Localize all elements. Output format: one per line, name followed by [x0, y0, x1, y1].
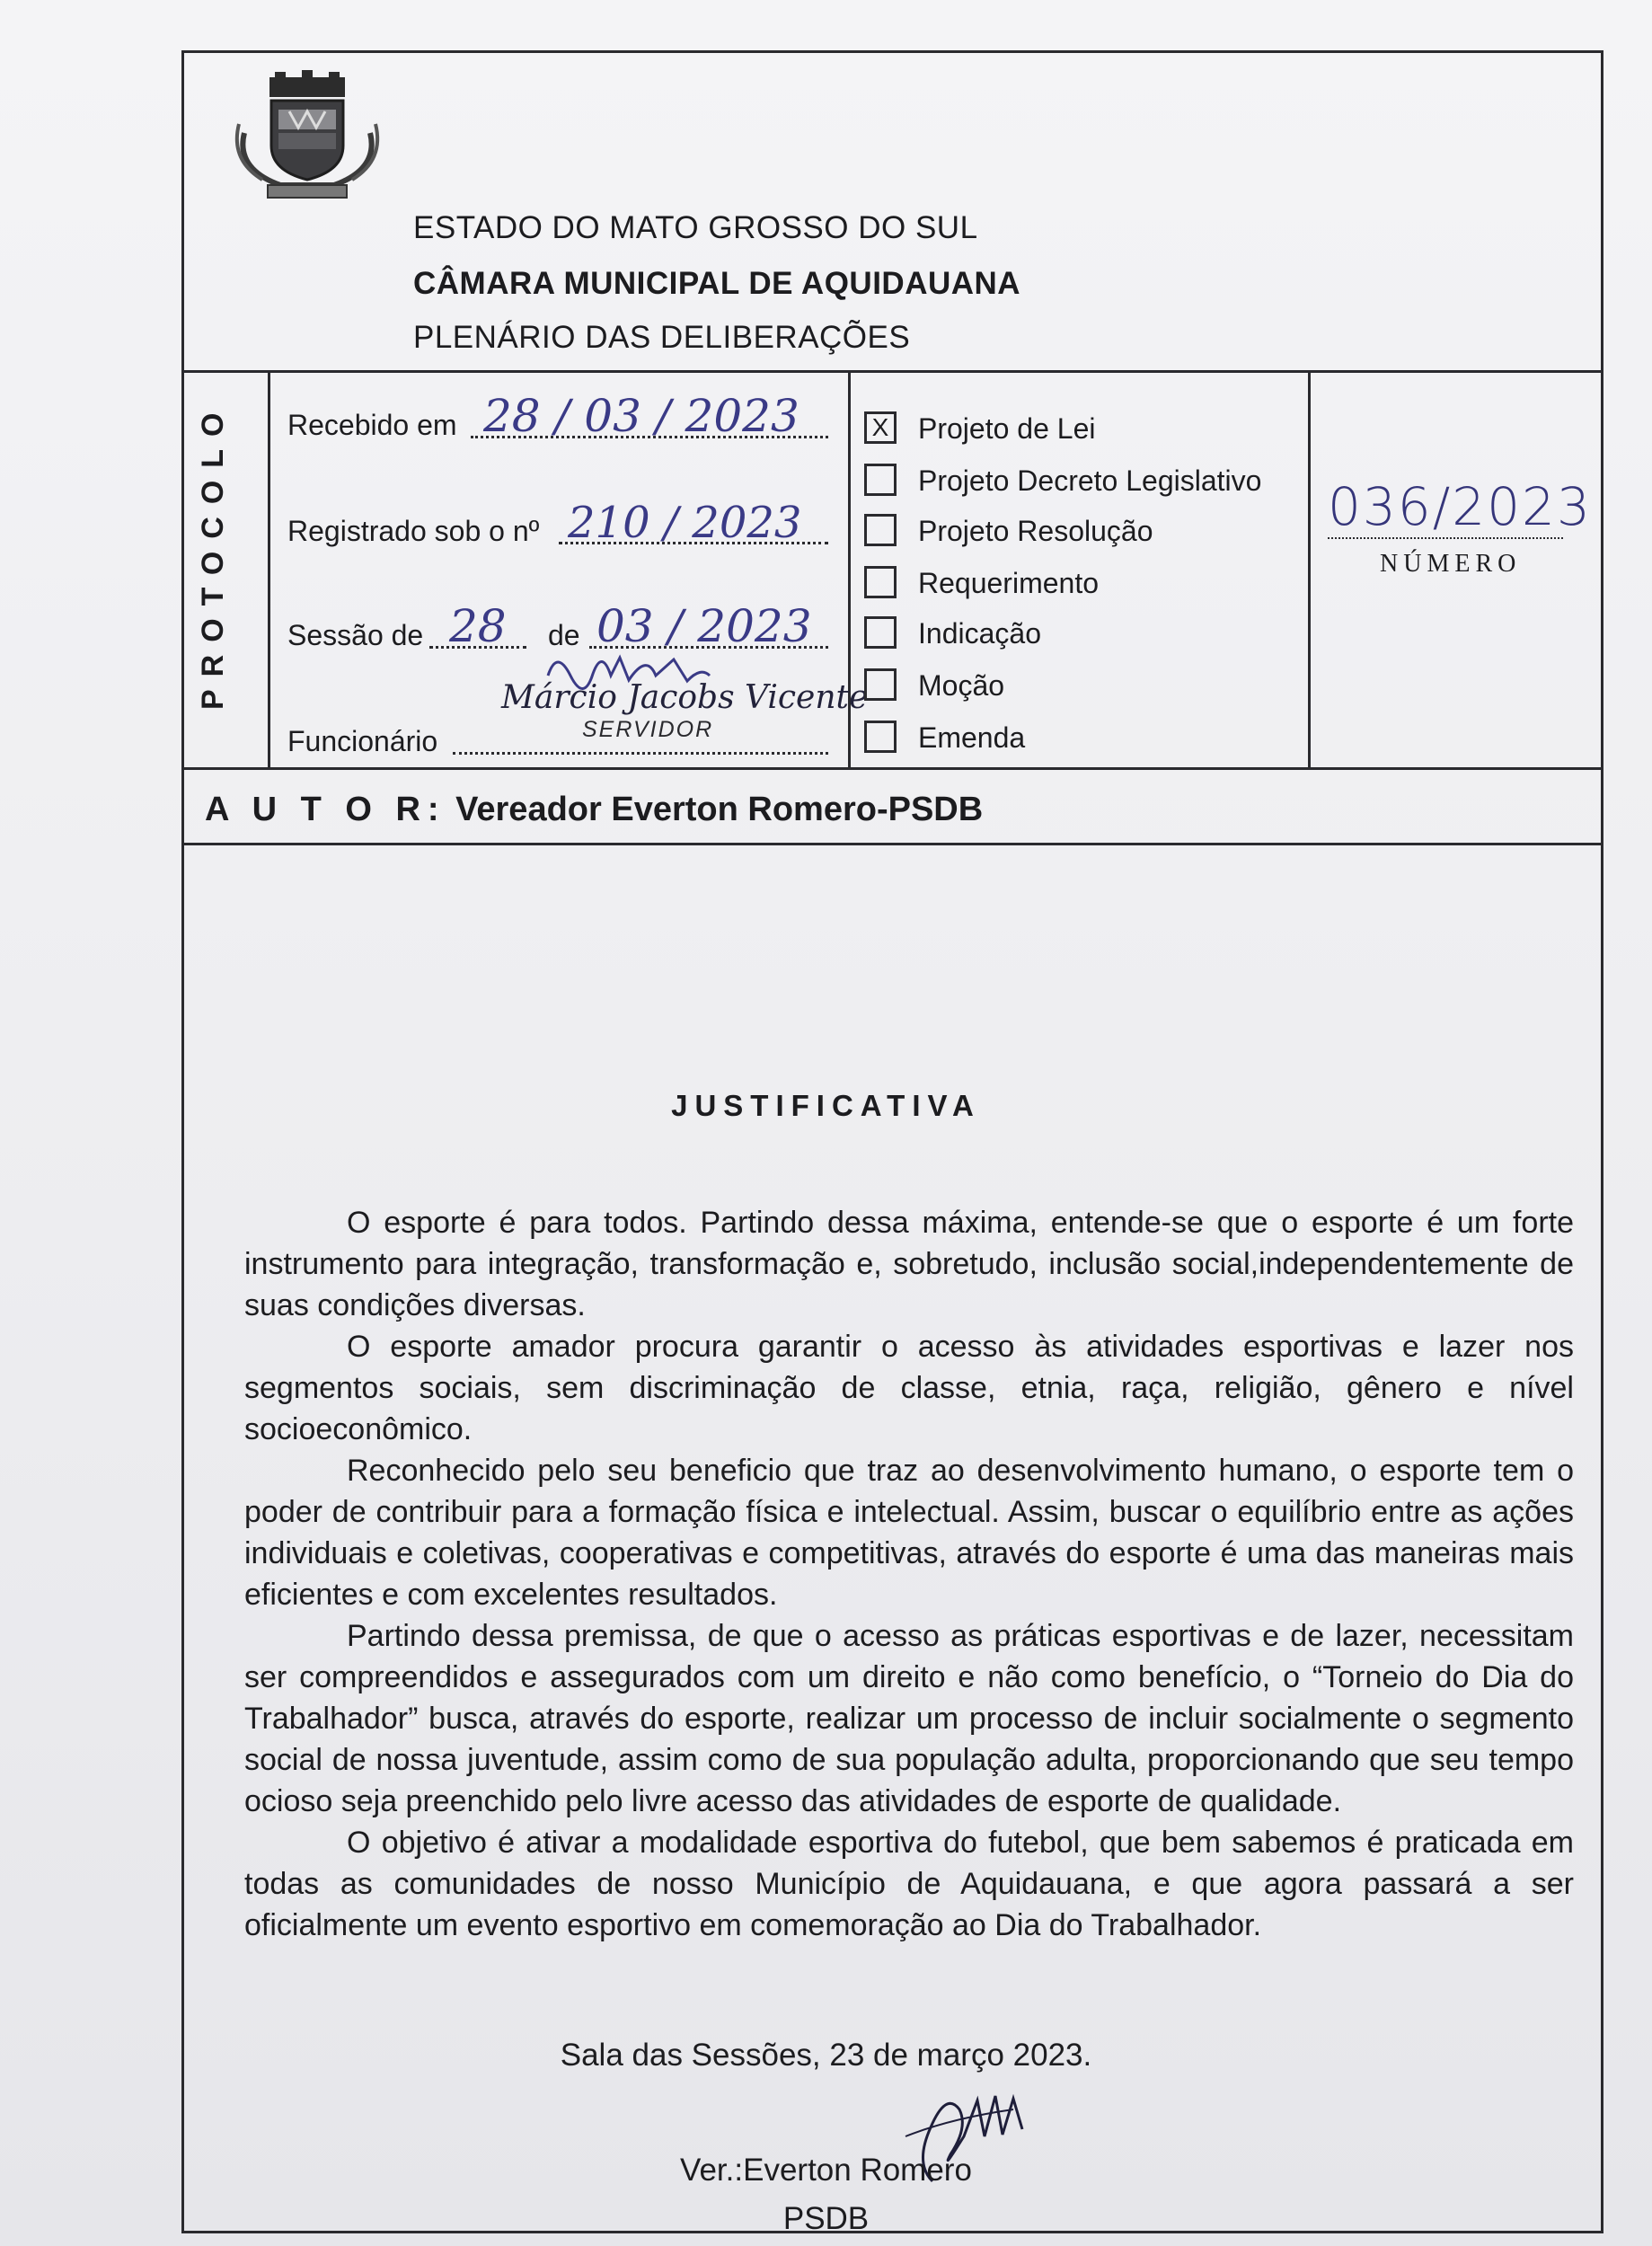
registrado-field [287, 498, 826, 553]
numero-label: NÚMERO [1380, 550, 1522, 578]
proposal-type-label: Requerimento [918, 567, 1099, 599]
checkbox[interactable] [864, 616, 897, 649]
proposal-type-label: Moção [918, 669, 1005, 702]
sessao-month-year: 03 / 2023 [596, 600, 812, 652]
protocolo-divider [268, 370, 270, 767]
numero-value: 036/2023 [1328, 476, 1592, 537]
signer-name: Ver.:Everton Romero [680, 2153, 972, 2188]
paragraph: Reconhecido pelo seu beneficio que traz ao desenvolvimento humano, o esporte tem o poder de contribuir para a formação física e intelectual. Assim, buscar o equilíbrio entre as ações individuais e coletivas, cooperativas e competitivas, através do esporte é uma das maneiras mais eficientes e com excelentes resultados. [244, 1454, 1574, 1612]
registrado-label: Registrado sob o nº [287, 515, 540, 547]
recebido-label: Recebido em [287, 409, 457, 441]
sessao-de: de [548, 619, 580, 651]
proposal-type-label: Emenda [918, 721, 1026, 754]
paragraph: O objetivo é ativar a modalidade esportiva do futebol, que bem sabemos é praticada em todas as comunidades de nosso Município de Aquidauana, e que agora passará a ser oficialmente um evento esportivo em comemoração ao Dia do Trabalhador. [244, 1826, 1574, 1942]
author-prefix: A U T O R: [205, 791, 446, 828]
funcionario-role: SERVIDOR [582, 717, 714, 742]
protocolo-label [196, 652, 231, 710]
justificativa-title: JUSTIFICATIVA [671, 1089, 981, 1122]
paragraph: O esporte amador procura garantir o acesso às atividades esportivas e lazer nos segmentos sociais, sem discriminação de classe, etnia, raça, religião, gênero e nível socioeconômico. [244, 1330, 1574, 1446]
signer-party: PSDB [782, 2201, 870, 2236]
justificativa-body [244, 1202, 1574, 1946]
recebido-field [287, 390, 826, 447]
recebido-value: 28 / 03 / 2023 [483, 390, 799, 442]
proposal-type-label: Projeto Resolução [918, 515, 1153, 547]
checkbox[interactable] [864, 514, 897, 546]
funcionario-name: Márcio Jacobs Vicente [501, 679, 869, 716]
header-plenary: PLENÁRIO DAS DELIBERAÇÕES [413, 320, 911, 355]
funcionario-field [287, 719, 826, 764]
municipal-coat-of-arms [226, 70, 388, 205]
sessao-label: Sessão de [287, 619, 424, 651]
paragraph: Partindo dessa premissa, de que o acesso as práticas esportivas e de lazer, necessitam ser compreendidos e assegurados com um direito e não como benefício, o “Torneio do Dia do Trabalhador” busca, através do esporte, realizar um processo de incluir socialmente o segmento social de nossa juventude, assim como de sua população adulta, proporcionando que seu tempo ocioso seja preenchido pelo livre acesso das atividades de esporte de qualidade. [244, 1619, 1574, 1818]
checkbox[interactable] [864, 566, 897, 598]
checkbox[interactable] [864, 668, 897, 701]
checkbox[interactable] [864, 464, 897, 496]
registrado-value: 210 / 2023 [568, 498, 802, 548]
funcionario-label: Funcionário [287, 725, 438, 757]
checklist-divider [1308, 370, 1311, 767]
protocol-box-bottom [181, 767, 1603, 770]
author-name: Vereador Everton Romero-PSDB [455, 791, 984, 828]
proposal-type-label: Indicação [918, 617, 1041, 650]
proposal-type-label: Projeto Decreto Legislativo [918, 464, 1262, 497]
proposal-type-label: Projeto de Lei [918, 412, 1096, 445]
paragraph: O esporte é para todos. Partindo dessa máxima, entende-se que o esporte é um forte instrumento para integração, transformação e, sobretudo, inclusão social,independentemente de suas condições diversas. [244, 1206, 1574, 1322]
header-chamber: CÂMARA MUNICIPAL DE AQUIDAUANA [413, 266, 1021, 301]
author-line [205, 791, 983, 829]
checkbox[interactable]: X [864, 411, 897, 444]
sessao-day: 28 [449, 600, 507, 652]
checkbox[interactable] [864, 721, 897, 753]
protocol-box-top [181, 370, 1603, 373]
place-date: Sala das Sessões, 23 de março 2023. [560, 2038, 1092, 2073]
header-state: ESTADO DO MATO GROSSO DO SUL [413, 210, 978, 245]
author-row-bottom [181, 843, 1603, 845]
